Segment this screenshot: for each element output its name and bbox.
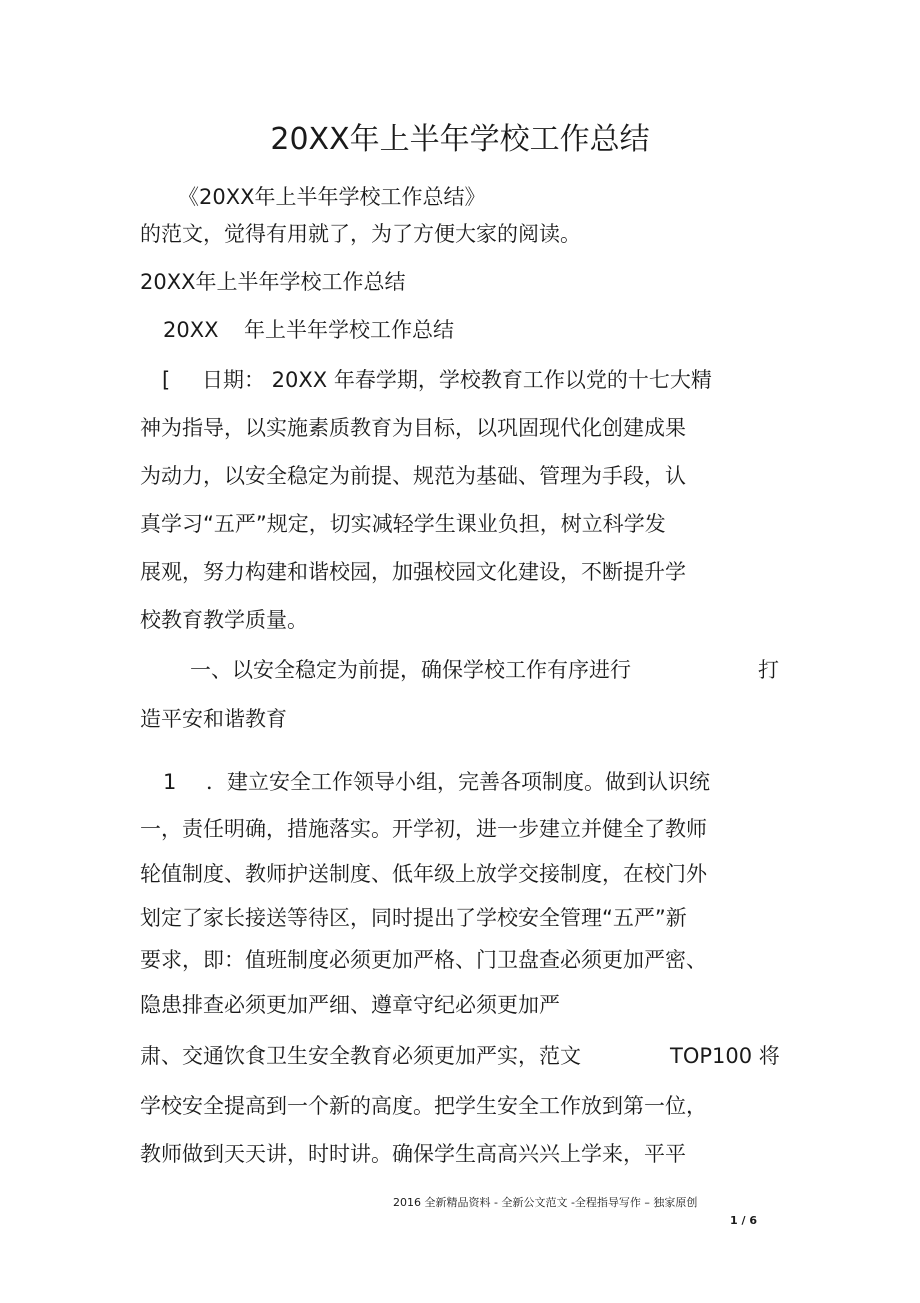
footer-text: 2016 全新精品资料 - 全新公文范文 -全程指导写作 – 独家原创 [393, 1196, 698, 1209]
section-1-heading-end: 打 [758, 658, 779, 682]
paragraph-2-line: 轮值制度、教师护送制度、低年级上放学交接制度，在校门外 [140, 862, 707, 886]
subtitle-2-year: 20XX [163, 318, 219, 342]
paragraph-2-number: 1 [163, 770, 177, 794]
paragraph-2-line-7b: TOP100 将 [670, 1044, 780, 1068]
paragraph-2-line: 教师做到天天讲，时时讲。确保学生高高兴兴上学来，平平 [140, 1142, 686, 1166]
paragraph-2-line: 隐患排查必须更加严细、遵章守纪必须更加严 [140, 993, 560, 1017]
paragraph-1-first-line: 日期： 20XX 年春学期，学校教育工作以党的十七大精 [202, 368, 712, 392]
document-title: 20XX年上半年学校工作总结 [270, 122, 650, 157]
section-1-heading: 一、以安全稳定为前提，确保学校工作有序进行 [190, 658, 631, 682]
paragraph-1-line: 为动力，以安全稳定为前提、规范为基础、管理为手段，认 [140, 464, 686, 488]
page-number: 1 / 6 [730, 1214, 757, 1227]
paragraph-2-line: 要求，即：值班制度必须更加严格、门卫盘查必须更加严密、 [140, 948, 707, 972]
intro-quote: 《20XX年上半年学校工作总结》 [178, 185, 486, 209]
paragraph-2-first-line: ．建立安全工作领导小组，完善各项制度。做到认识统 [206, 770, 710, 794]
intro-text: 的范文，觉得有用就了，为了方便大家的阅读。 [140, 222, 581, 246]
paragraph-1-bracket: [ [162, 368, 171, 392]
paragraph-1-line: 校教育教学质量。 [140, 608, 308, 632]
paragraph-1-line: 神为指导，以实施素质教育为目标，以巩固现代化创建成果 [140, 416, 686, 440]
subtitle-1: 20XX年上半年学校工作总结 [140, 270, 406, 294]
paragraph-2-line: 一，责任明确，措施落实。开学初，进一步建立并健全了教师 [140, 817, 707, 841]
paragraph-2-line-7a: 肃、交通饮食卫生安全教育必须更加严实，范文 [140, 1044, 581, 1068]
paragraph-2-line: 划定了家长接送等待区，同时提出了学校安全管理“五严”新 [140, 906, 687, 930]
section-1-heading-cont: 造平安和谐教育 [140, 707, 287, 731]
paragraph-1-line: 真学习“五严”规定，切实减轻学生课业负担，树立科学发 [140, 512, 666, 536]
paragraph-1-line: 展观，努力构建和谐校园，加强校园文化建设，不断提升学 [140, 560, 686, 584]
subtitle-2-text: 年上半年学校工作总结 [244, 318, 454, 342]
paragraph-2-line: 学校安全提高到一个新的高度。把学生安全工作放到第一位， [140, 1094, 707, 1118]
